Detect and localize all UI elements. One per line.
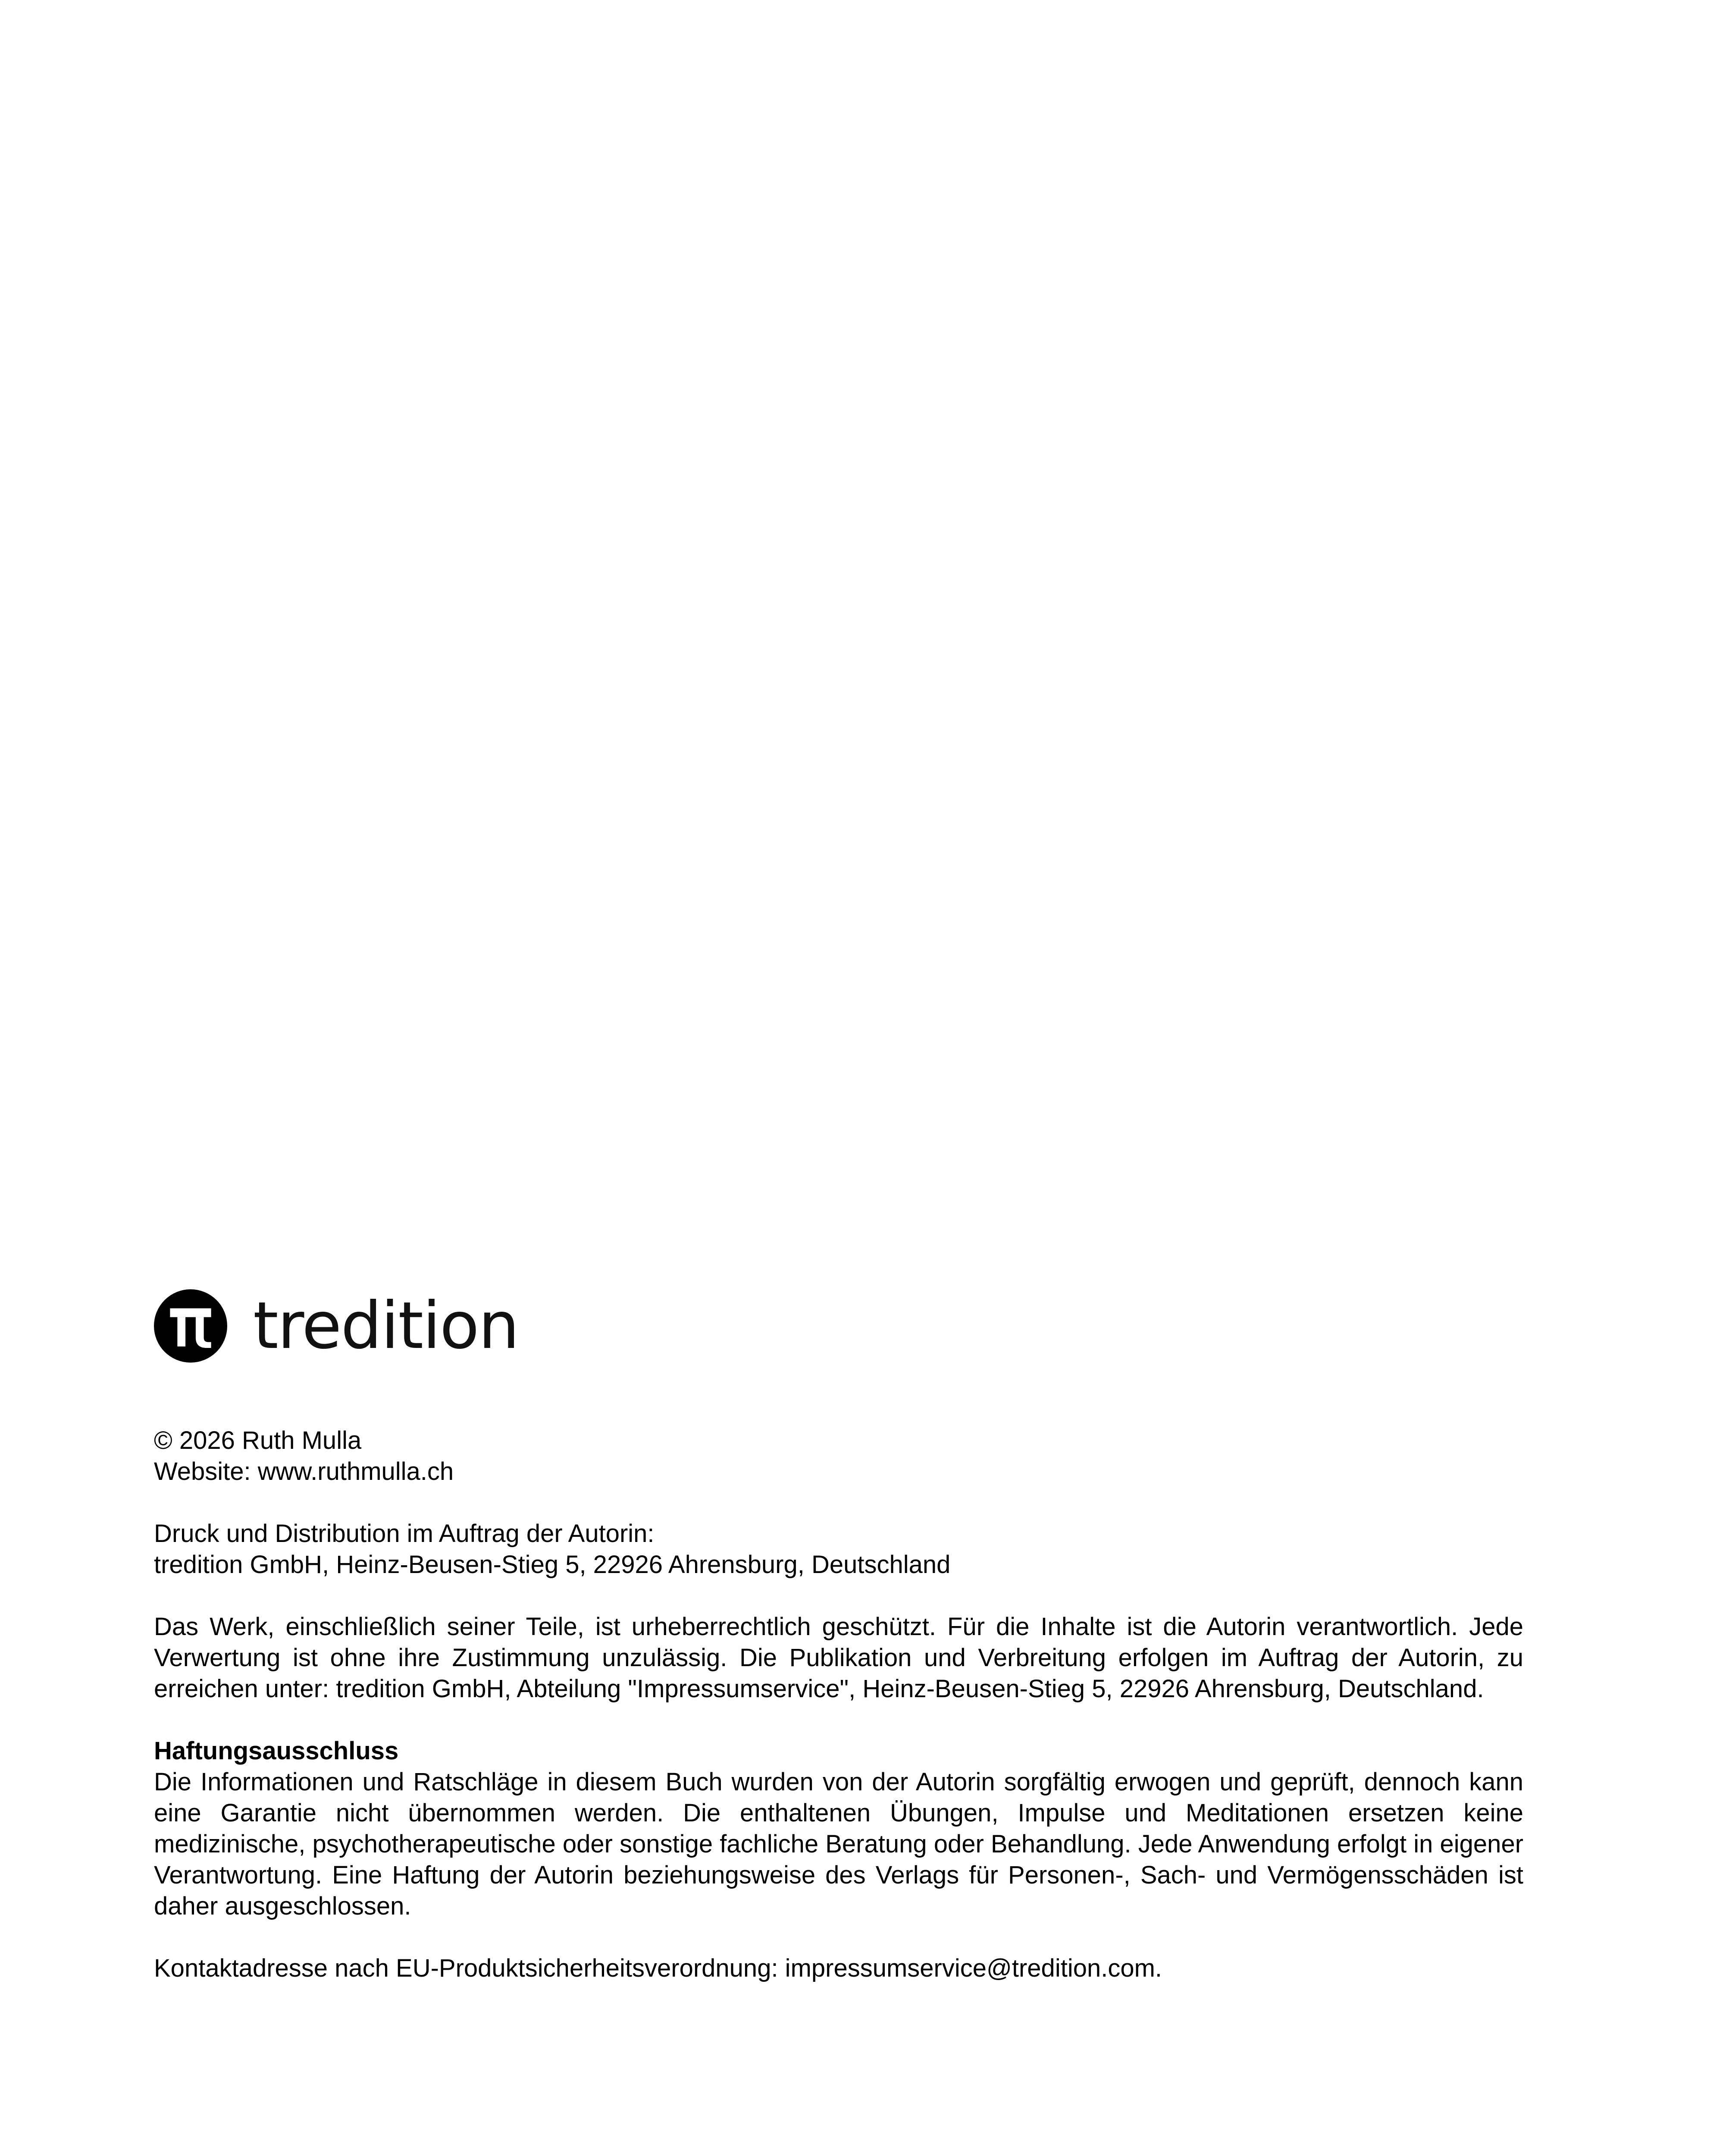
distribution-line-1: Druck und Distribution im Auftrag der Autorin:	[154, 1520, 655, 1548]
disclaimer-paragraph: Die Informationen und Ratschläge in diesem Buch wurden von der Autorin sorgfältig erwogen und geprüft, dennoch kann eine Garantie nicht übernommen werden. Die enthaltenen Übungen, Impulse und Meditationen ersetzen keine medizinische, psychotherapeutische oder sonstige fachliche Beratung oder Behandlung. Jede Anwendung erfolgt in eigener Verantwortung. Eine Haftung der Autorin beziehungsweise des Verlags für Personen-, Sach- und Vermögensschäden ist daher ausgeschlossen.	[154, 1768, 1524, 1920]
contact-line: Kontaktadresse nach EU-Produktsicherheitsverordnung: impressumservice@tredition.com.	[154, 1954, 1162, 1982]
publisher-logo	[154, 1289, 519, 1363]
distribution-line-2: tredition GmbH, Heinz-Beusen-Stieg 5, 22926 Ahrensburg, Deutschland	[154, 1551, 951, 1579]
rights-paragraph: Das Werk, einschließlich seiner Teile, ist urheberrechtlich geschützt. Für die Inhalte ist die Autorin verantwortlich. Jede Verwertung ist ohne ihre Zustimmung unzulässig. Die Publikation und Verbreitung erfolgen im Auftrag der Autorin, zu erreichen unter: tredition GmbH, Abteilung "Impressumservice", Heinz-Beusen-Stieg 5, 22926 Ahrensburg, Deutschland.	[154, 1613, 1523, 1703]
disclaimer-heading: Haftungsausschluss	[154, 1737, 399, 1765]
tredition-logo-icon	[154, 1289, 227, 1363]
copyright-line: © 2026 Ruth Mulla	[154, 1426, 362, 1454]
website-line: Website: www.ruthmulla.ch	[154, 1457, 454, 1485]
logo-wordmark: tredition	[253, 1288, 519, 1363]
imprint-text-block	[154, 1425, 1523, 1984]
